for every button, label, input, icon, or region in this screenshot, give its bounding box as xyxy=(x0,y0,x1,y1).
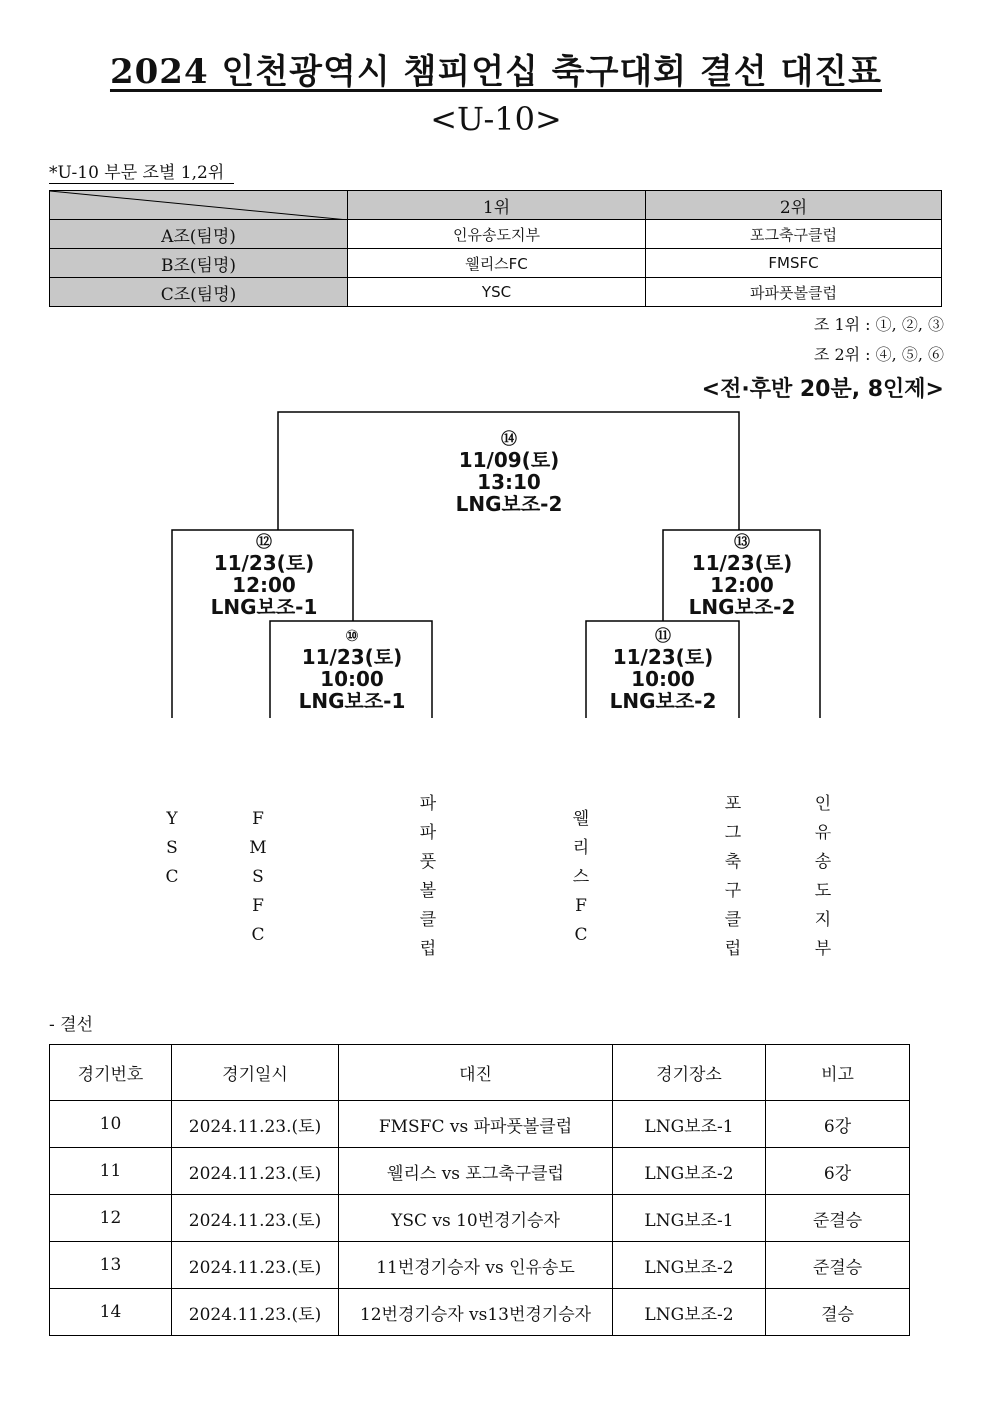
match-number: ⑭ xyxy=(500,429,517,448)
group-label: C조(팀명) xyxy=(50,278,348,307)
cell-date: 2024.11.23.(토) xyxy=(172,1289,339,1336)
match-10 xyxy=(252,626,452,712)
cell-match: 12번경기승자 vs13번경기승자 xyxy=(339,1289,613,1336)
match-time: 10:00 xyxy=(320,667,384,691)
match-time: 12:00 xyxy=(710,573,774,597)
section-label: - 결선 xyxy=(49,1015,93,1035)
cell-date: 2024.11.23.(토) xyxy=(172,1101,339,1148)
team-inyu-songdo: 인 유 송 도 지 부 xyxy=(814,794,832,959)
cell-date: 2024.11.23.(토) xyxy=(172,1195,339,1242)
cell-venue: LNG보조-1 xyxy=(613,1195,766,1242)
match-11 xyxy=(563,626,763,712)
cell-match: FMSFC vs 파파풋볼클럽 xyxy=(339,1101,613,1148)
match-date: 11/23(토) xyxy=(691,551,793,575)
table-row xyxy=(50,1289,910,1336)
cell-venue: LNG보조-2 xyxy=(613,1148,766,1195)
match-venue: LNG보조-2 xyxy=(609,689,717,713)
match-date: 11/23(토) xyxy=(213,551,315,575)
legend-second: 조 2위 : ④, ⑤, ⑥ xyxy=(813,345,944,364)
second-place-team: 파파풋볼클럽 xyxy=(646,278,942,307)
cell-note: 6강 xyxy=(766,1148,910,1195)
header-first: 1위 xyxy=(348,191,646,220)
cell-no: 11 xyxy=(50,1148,172,1195)
schedule-table xyxy=(49,1044,910,1336)
first-place-team: 인유송도지부 xyxy=(348,220,646,249)
table-row xyxy=(50,1195,910,1242)
team-fmsfc: F M S F C xyxy=(249,809,267,945)
match-venue: LNG보조-2 xyxy=(455,492,563,516)
team-pogue-football-club: 포 그 축 구 클 럽 xyxy=(724,794,742,959)
first-place-team: YSC xyxy=(348,278,646,307)
match-format: <전·후반 20분, 8인제> xyxy=(701,377,944,402)
cell-date: 2024.11.23.(토) xyxy=(172,1242,339,1289)
legend-first: 조 1위 : ①, ②, ③ xyxy=(813,315,944,334)
match-12 xyxy=(164,532,364,618)
cell-match: 11번경기승자 vs 인유송도 xyxy=(339,1242,613,1289)
cell-venue: LNG보조-1 xyxy=(613,1101,766,1148)
col-match-no: 경기번호 xyxy=(50,1045,172,1101)
cell-no: 10 xyxy=(50,1101,172,1148)
cell-date: 2024.11.23.(토) xyxy=(172,1148,339,1195)
ranking-note: *U-10 부문 조별 1,2위 xyxy=(49,158,234,184)
title-text: 2024 인천광역시 챔피언십 축구대회 결선 대진표 xyxy=(109,52,882,92)
match-venue: LNG보조-2 xyxy=(688,595,796,619)
match-number: ⑬ xyxy=(733,532,750,551)
group-label: A조(팀명) xyxy=(50,220,348,249)
cell-no: 14 xyxy=(50,1289,172,1336)
cell-match: YSC vs 10번경기승자 xyxy=(339,1195,613,1242)
page-subtitle: <U-10> xyxy=(430,100,562,138)
col-matchup: 대진 xyxy=(339,1045,613,1101)
table-row xyxy=(50,1242,910,1289)
cell-note: 준결승 xyxy=(766,1242,910,1289)
match-time: 10:00 xyxy=(631,667,695,691)
match-time: 12:00 xyxy=(232,573,296,597)
schedule-header-row xyxy=(50,1045,910,1101)
table-row xyxy=(50,1101,910,1148)
match-date: 11/09(토) xyxy=(458,448,560,472)
match-time: 13:10 xyxy=(477,470,541,494)
col-note: 비고 xyxy=(766,1045,910,1101)
cell-no: 13 xyxy=(50,1242,172,1289)
match-number: ⑩ xyxy=(345,626,359,645)
match-13 xyxy=(642,532,842,618)
cell-venue: LNG보조-2 xyxy=(613,1289,766,1336)
match-14 xyxy=(409,429,609,515)
team-ysc: Y S C xyxy=(165,809,179,887)
match-number: ⑪ xyxy=(654,626,671,645)
header-second: 2위 xyxy=(646,191,942,220)
team-wellis-fc: 웰 리 스 F C xyxy=(572,809,590,945)
col-datetime: 경기일시 xyxy=(172,1045,339,1101)
cell-venue: LNG보조-2 xyxy=(613,1242,766,1289)
cell-note: 6강 xyxy=(766,1101,910,1148)
match-venue: LNG보조-1 xyxy=(210,595,318,619)
match-date: 11/23(토) xyxy=(612,645,714,669)
table-row xyxy=(50,1148,910,1195)
second-place-team: 포그축구클럽 xyxy=(646,220,942,249)
match-venue: LNG보조-1 xyxy=(298,689,406,713)
second-place-team: FMSFC xyxy=(646,249,942,278)
cell-note: 결승 xyxy=(766,1289,910,1336)
cell-match: 웰리스 vs 포그축구클럽 xyxy=(339,1148,613,1195)
cell-note: 준결승 xyxy=(766,1195,910,1242)
group-label: B조(팀명) xyxy=(50,249,348,278)
first-place-team: 웰리스FC xyxy=(348,249,646,278)
match-date: 11/23(토) xyxy=(301,645,403,669)
match-number: ⑫ xyxy=(255,532,272,551)
col-venue: 경기장소 xyxy=(613,1045,766,1101)
team-papa-football-club: 파 파 풋 볼 클 럽 xyxy=(419,794,437,959)
cell-no: 12 xyxy=(50,1195,172,1242)
